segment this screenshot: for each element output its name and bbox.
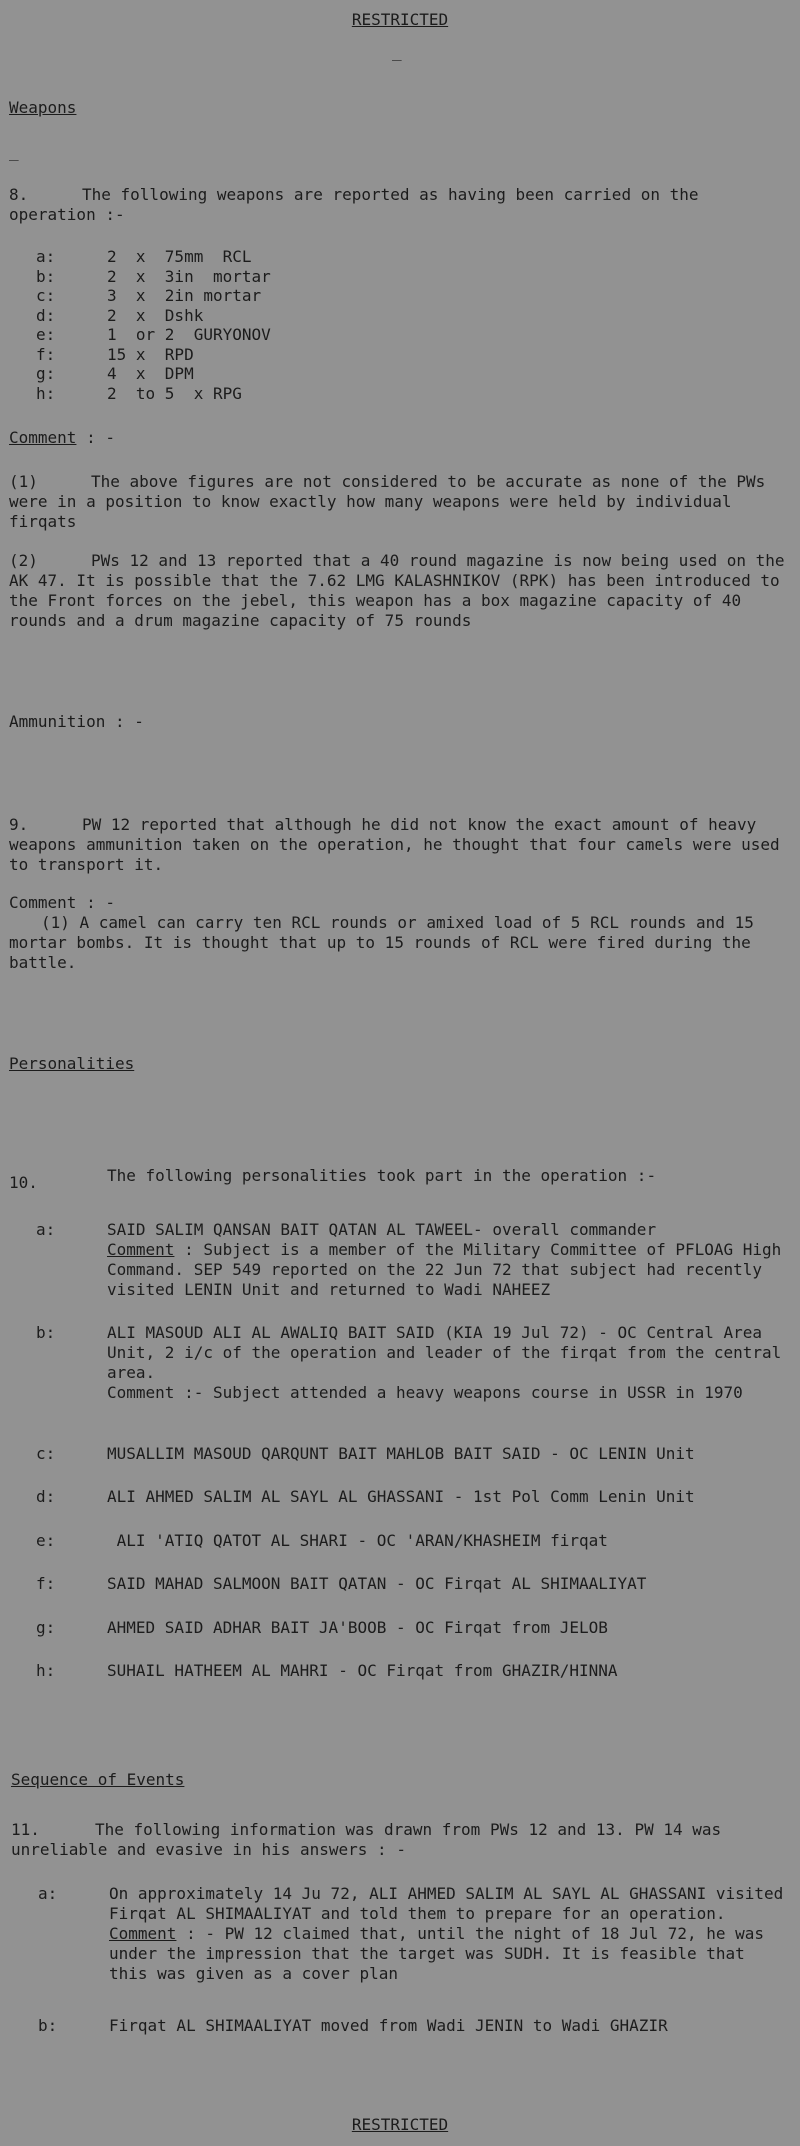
comment-text: : Subject is a member of the Military Committee of PFLOAG High Command. SEP 549 reported on the 22 Jun 72 that subject had recently visited LENIN Unit and returned to Wadi NAHEEZ bbox=[107, 1240, 782, 1299]
weapons-comment-heading bbox=[9, 428, 115, 448]
comment-suffix: : - bbox=[76, 428, 115, 447]
weapon-item-label: a: bbox=[36, 247, 56, 266]
sequence-label: a: bbox=[38, 1884, 58, 1903]
weapons-heading: Weapons bbox=[9, 98, 77, 117]
header-dash: _ bbox=[392, 42, 402, 61]
ammunition-comment-heading: Comment : - bbox=[9, 893, 115, 912]
weapon-item-text: 2 x 75mm RCL bbox=[107, 247, 252, 266]
weapons-dash: _ bbox=[9, 142, 19, 161]
personality-label: a: bbox=[36, 1220, 56, 1239]
para-10-text: The following personalities took part in the operation :- bbox=[107, 1166, 657, 1185]
para-11-number: 11. bbox=[11, 1820, 40, 1839]
comment-label: Comment bbox=[109, 1924, 177, 1943]
comment-text: : - PW 12 claimed that, until the night of 18 Jul 72, he was under the impression that the target was SUDH. It is feasible that this was given as a cover plan bbox=[109, 1924, 765, 1983]
personality-label: e: bbox=[36, 1531, 56, 1550]
weapon-item-text: 4 x DPM bbox=[107, 364, 194, 383]
ammunition-comment-text: (1) A camel can carry ten RCL rounds or amixed load of 5 RCL rounds and 15 mortar bombs. It is thought that up to 15 rounds of RCL were fired during the battle. bbox=[9, 913, 754, 972]
weapon-item-text: 1 or 2 GURYONOV bbox=[107, 325, 271, 344]
personality-label: f: bbox=[36, 1574, 56, 1593]
weapon-item-text: 2 x 3in mortar bbox=[107, 267, 271, 286]
personality-label: g: bbox=[36, 1618, 56, 1637]
weapon-item-label: f: bbox=[36, 345, 56, 364]
personality-label: h: bbox=[36, 1661, 56, 1680]
weapon-item-text: 2 to 5 x RPG bbox=[107, 384, 242, 403]
weapon-item-label: g: bbox=[36, 364, 56, 383]
personality-name: SUHAIL HATHEEM AL MAHRI - OC Firqat from GHAZIR/HINNA bbox=[107, 1661, 618, 1680]
personality-name: ALI 'ATIQ QATOT AL SHARI - OC 'ARAN/KHASHEIM firqat bbox=[107, 1531, 608, 1550]
personality-item bbox=[107, 1220, 790, 1300]
personality-comment: Comment :- Subject attended a heavy weapons course in USSR in 1970 bbox=[107, 1383, 743, 1402]
personality-label: d: bbox=[36, 1487, 56, 1506]
personality-name: AHMED SAID ADHAR BAIT JA'BOOB - OC Firqat from JELOB bbox=[107, 1618, 608, 1637]
ammunition-heading: Ammunition : - bbox=[9, 712, 144, 731]
personality-label: c: bbox=[36, 1444, 56, 1463]
comment-1-text: The above figures are not considered to be accurate as none of the PWs were in a position to know exactly how many weapons were held by individual firqats bbox=[9, 472, 766, 531]
comment-label: Comment bbox=[9, 428, 77, 447]
sequence-comment bbox=[109, 1924, 790, 1984]
para-8-text: The following weapons are reported as having been carried on the operation :- bbox=[9, 185, 699, 224]
comment-2-text: PWs 12 and 13 reported that a 40 round magazine is now being used on the AK 47. It is possible that the 7.62 LMG KALASHNIKOV (RPK) has been introduced to the Front forces on the jebel, this weapon has a box magazine capacity of 40 rounds and a drum magazine capacity of 75 rounds bbox=[9, 551, 785, 630]
personality-item bbox=[107, 1323, 790, 1403]
personality-name: ALI MASOUD ALI AL AWALIQ BAIT SAID (KIA 19 Jul 72) - OC Central Area Unit, 2 i/c of the operation and leader of the firqat from the central area. bbox=[107, 1323, 782, 1382]
comment-1-number: (1) bbox=[9, 472, 38, 491]
para-8-number: 8. bbox=[9, 185, 29, 204]
sequence-item bbox=[109, 1884, 790, 1984]
personality-comment bbox=[107, 1240, 790, 1300]
weapon-item-label: h: bbox=[36, 384, 56, 403]
sequence-text: Firqat AL SHIMAALIYAT moved from Wadi JENIN to Wadi GHAZIR bbox=[109, 2016, 668, 2035]
sequence-label: b: bbox=[38, 2016, 58, 2035]
para-11-text: The following information was drawn from PWs 12 and 13. PW 14 was unreliable and evasive in his answers : - bbox=[11, 1820, 722, 1859]
personality-name: SAID SALIM QANSAN BAIT QATAN AL TAWEEL- overall commander bbox=[107, 1220, 657, 1239]
weapon-item-text: 15 x RPD bbox=[107, 345, 194, 364]
header-classification: RESTRICTED bbox=[351, 10, 449, 29]
sequence-text: On approximately 14 Ju 72, ALI AHMED SALIM AL SAYL AL GHASSANI visited Firqat AL SHIMAALIYAT and told them to prepare for an operation. bbox=[109, 1884, 784, 1923]
personality-name: SAID MAHAD SALMOON BAIT QATAN - OC Firqat AL SHIMAALIYAT bbox=[107, 1574, 647, 1593]
personality-name: ALI AHMED SALIM AL SAYL AL GHASSANI - 1st Pol Comm Lenin Unit bbox=[107, 1487, 695, 1506]
weapon-item-label: e: bbox=[36, 325, 56, 344]
personalities-heading: Personalities bbox=[9, 1054, 135, 1073]
weapon-item-text: 2 x Dshk bbox=[107, 306, 204, 325]
personality-label: b: bbox=[36, 1323, 56, 1342]
sequence-heading: Sequence of Events bbox=[11, 1770, 185, 1789]
comment-label: Comment bbox=[107, 1240, 175, 1259]
para-10-number: 10. bbox=[9, 1173, 38, 1192]
weapon-item-label: b: bbox=[36, 267, 56, 286]
footer-classification: RESTRICTED bbox=[351, 2115, 449, 2134]
weapon-item-label: d: bbox=[36, 306, 56, 325]
comment-2-number: (2) bbox=[9, 551, 38, 570]
weapon-item-text: 3 x 2in mortar bbox=[107, 286, 262, 305]
personality-name: MUSALLIM MASOUD QARQUNT BAIT MAHLOB BAIT SAID - OC LENIN Unit bbox=[107, 1444, 695, 1463]
para-9-text: PW 12 reported that although he did not know the exact amount of heavy weapons ammunition taken on the operation, he thought that four camels were used to transport it. bbox=[9, 815, 780, 874]
weapon-item-label: c: bbox=[36, 286, 56, 305]
para-9-number: 9. bbox=[9, 815, 29, 834]
